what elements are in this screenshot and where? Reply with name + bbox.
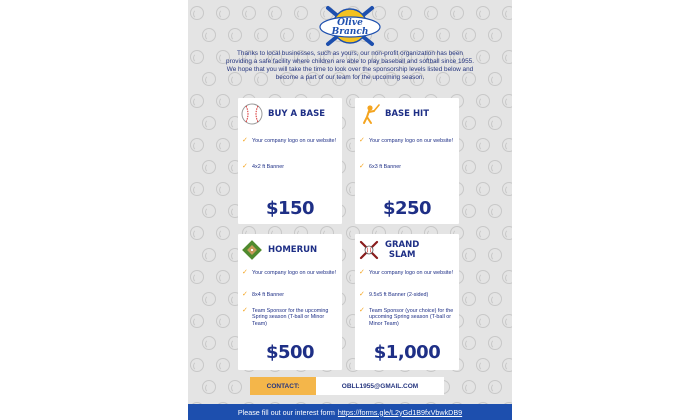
background-baseball-icon: [476, 138, 490, 152]
background-baseball-icon: [216, 270, 230, 284]
check-icon: ✓: [359, 307, 365, 314]
price-label: $250: [382, 198, 432, 219]
price-label: $1,000: [373, 342, 441, 363]
background-baseball-icon: [502, 50, 512, 64]
olive-branch-logo: [314, 4, 386, 48]
background-baseball-icon: [202, 336, 216, 350]
background-baseball-icon: [384, 28, 398, 42]
background-baseball-icon: [190, 94, 204, 108]
background-baseball-icon: [202, 292, 216, 306]
background-baseball-icon: [190, 314, 204, 328]
card-title-line2: SLAM: [388, 250, 416, 260]
background-baseball-icon: [216, 138, 230, 152]
feature-item: ✓ 8x4 ft Banner: [242, 291, 285, 298]
background-baseball-icon: [216, 182, 230, 196]
check-icon: ✓: [359, 269, 365, 276]
background-baseball-icon: [190, 50, 204, 64]
price-label: $500: [265, 342, 315, 363]
background-baseball-icon: [476, 226, 490, 240]
feature-item: ✓ Your company logo on our website!: [359, 269, 454, 276]
background-baseball-icon: [488, 72, 502, 86]
background-baseball-icon: [502, 226, 512, 240]
background-baseball-icon: [462, 292, 476, 306]
level-card-base-hit: [355, 98, 459, 224]
background-baseball-icon: [228, 28, 242, 42]
background-baseball-icon: [502, 182, 512, 196]
background-baseball-icon: [228, 380, 242, 394]
background-baseball-icon: [202, 116, 216, 130]
footer-text: Please fill out our interest form: [237, 407, 335, 417]
card-title: BUY A BASE: [268, 109, 326, 119]
check-icon: ✓: [242, 137, 248, 144]
background-baseball-icon: [216, 94, 230, 108]
background-baseball-icon: [190, 226, 204, 240]
card-title-line1: GRAND: [385, 240, 420, 250]
feature-item: ✓ 6x3 ft Banner: [359, 163, 402, 170]
background-baseball-icon: [462, 248, 476, 262]
background-baseball-icon: [242, 6, 256, 20]
background-baseball-icon: [202, 28, 216, 42]
background-baseball-icon: [462, 336, 476, 350]
feature-item: ✓ Team Sponsor for the upcoming Spring season (T-ball or Minor Team): [242, 307, 329, 327]
background-baseball-icon: [294, 6, 308, 20]
level-card-grand-slam: [355, 234, 459, 370]
background-baseball-icon: [502, 314, 512, 328]
background-baseball-icon: [216, 6, 230, 20]
card-title: [385, 240, 419, 260]
background-baseball-icon: [488, 204, 502, 218]
background-baseball-icon: [488, 248, 502, 262]
feature-item: ✓ 9.5x5 ft Banner (2-sided): [359, 291, 429, 298]
level-card-buy-a-base: [238, 98, 342, 224]
feature-item: ✓ 4x2 ft Banner: [242, 163, 285, 170]
logo-text-line1: Olive: [337, 18, 363, 28]
price-label: $150: [265, 198, 315, 219]
contact-bar: [250, 377, 444, 395]
background-baseball-icon: [424, 6, 438, 20]
background-baseball-icon: [268, 6, 282, 20]
background-baseball-icon: [202, 248, 216, 262]
background-baseball-icon: [202, 380, 216, 394]
intro-paragraph: Thanks to local businesses, such as yours, our non-profit organization has been providing a safe facility where children are able to play baseball and softball since 1955. We hope that you will take the time to look over the sponsorship levels listed below and become a part of our team for the upcoming season.: [226, 50, 474, 81]
background-baseball-icon: [190, 138, 204, 152]
background-baseball-icon: [488, 116, 502, 130]
feature-item: ✓ Team Sponsor (your choice) for the upcoming Spring season (T-ball or Minor Team): [359, 307, 454, 327]
interest-form-link[interactable]: https://forms.gle/L2yGd1B9fxVbwkDB9: [337, 407, 463, 417]
check-icon: ✓: [242, 163, 248, 170]
contact-email[interactable]: OBLL1955@GMAIL.COM: [316, 377, 444, 395]
background-baseball-icon: [476, 270, 490, 284]
background-baseball-icon: [190, 358, 204, 372]
background-baseball-icon: [488, 292, 502, 306]
check-icon: ✓: [359, 163, 365, 170]
level-card-homerun: [238, 234, 342, 370]
background-baseball-icon: [462, 380, 476, 394]
background-baseball-icon: [190, 182, 204, 196]
background-baseball-icon: [488, 336, 502, 350]
background-baseball-icon: [476, 358, 490, 372]
card-header: [240, 238, 317, 262]
background-baseball-icon: [502, 138, 512, 152]
background-baseball-icon: [476, 182, 490, 196]
logo-text-line2: Branch: [331, 27, 369, 37]
background-baseball-icon: [254, 28, 268, 42]
card-title: BASE HIT: [385, 109, 430, 119]
card-title: HOMERUN: [268, 245, 318, 255]
check-icon: ✓: [242, 291, 248, 298]
background-baseball-icon: [216, 358, 230, 372]
background-baseball-icon: [462, 116, 476, 130]
check-icon: ✓: [359, 137, 365, 144]
background-baseball-icon: [398, 6, 412, 20]
baseball-icon: [240, 102, 264, 126]
background-baseball-icon: [280, 28, 294, 42]
background-baseball-icon: [502, 6, 512, 20]
feature-item: ✓ Your company logo on our website!: [359, 137, 454, 144]
background-baseball-icon: [488, 380, 502, 394]
background-baseball-icon: [462, 160, 476, 174]
background-baseball-icon: [488, 28, 502, 42]
card-header: [357, 238, 419, 262]
background-baseball-icon: [450, 6, 464, 20]
background-baseball-icon: [190, 6, 204, 20]
background-baseball-icon: [502, 270, 512, 284]
check-icon: ✓: [242, 269, 248, 276]
background-baseball-icon: [476, 50, 490, 64]
background-baseball-icon: [502, 358, 512, 372]
background-baseball-icon: [476, 314, 490, 328]
sponsorship-flyer: [188, 0, 512, 420]
background-baseball-icon: [462, 204, 476, 218]
feature-item: ✓ Your company logo on our website!: [242, 137, 337, 144]
background-baseball-icon: [202, 72, 216, 86]
background-baseball-icon: [216, 226, 230, 240]
interest-form-footer: [188, 404, 512, 420]
background-baseball-icon: [410, 28, 424, 42]
feature-item: ✓ Your company logo on our website!: [242, 269, 337, 276]
background-baseball-icon: [202, 204, 216, 218]
check-icon: ✓: [242, 307, 248, 314]
baseball-diamond-icon: [240, 238, 264, 262]
background-baseball-icon: [190, 270, 204, 284]
background-baseball-icon: [202, 160, 216, 174]
background-baseball-icon: [476, 6, 490, 20]
background-baseball-icon: [488, 160, 502, 174]
background-baseball-icon: [216, 314, 230, 328]
contact-label: CONTACT:: [250, 377, 316, 395]
batter-icon: [357, 102, 381, 126]
crossed-bats-icon: [357, 238, 381, 262]
background-baseball-icon: [436, 28, 450, 42]
background-baseball-icon: [502, 94, 512, 108]
card-header: [240, 102, 325, 126]
background-baseball-icon: [462, 28, 476, 42]
check-icon: ✓: [359, 291, 365, 298]
card-header: [357, 102, 429, 126]
background-baseball-icon: [476, 94, 490, 108]
